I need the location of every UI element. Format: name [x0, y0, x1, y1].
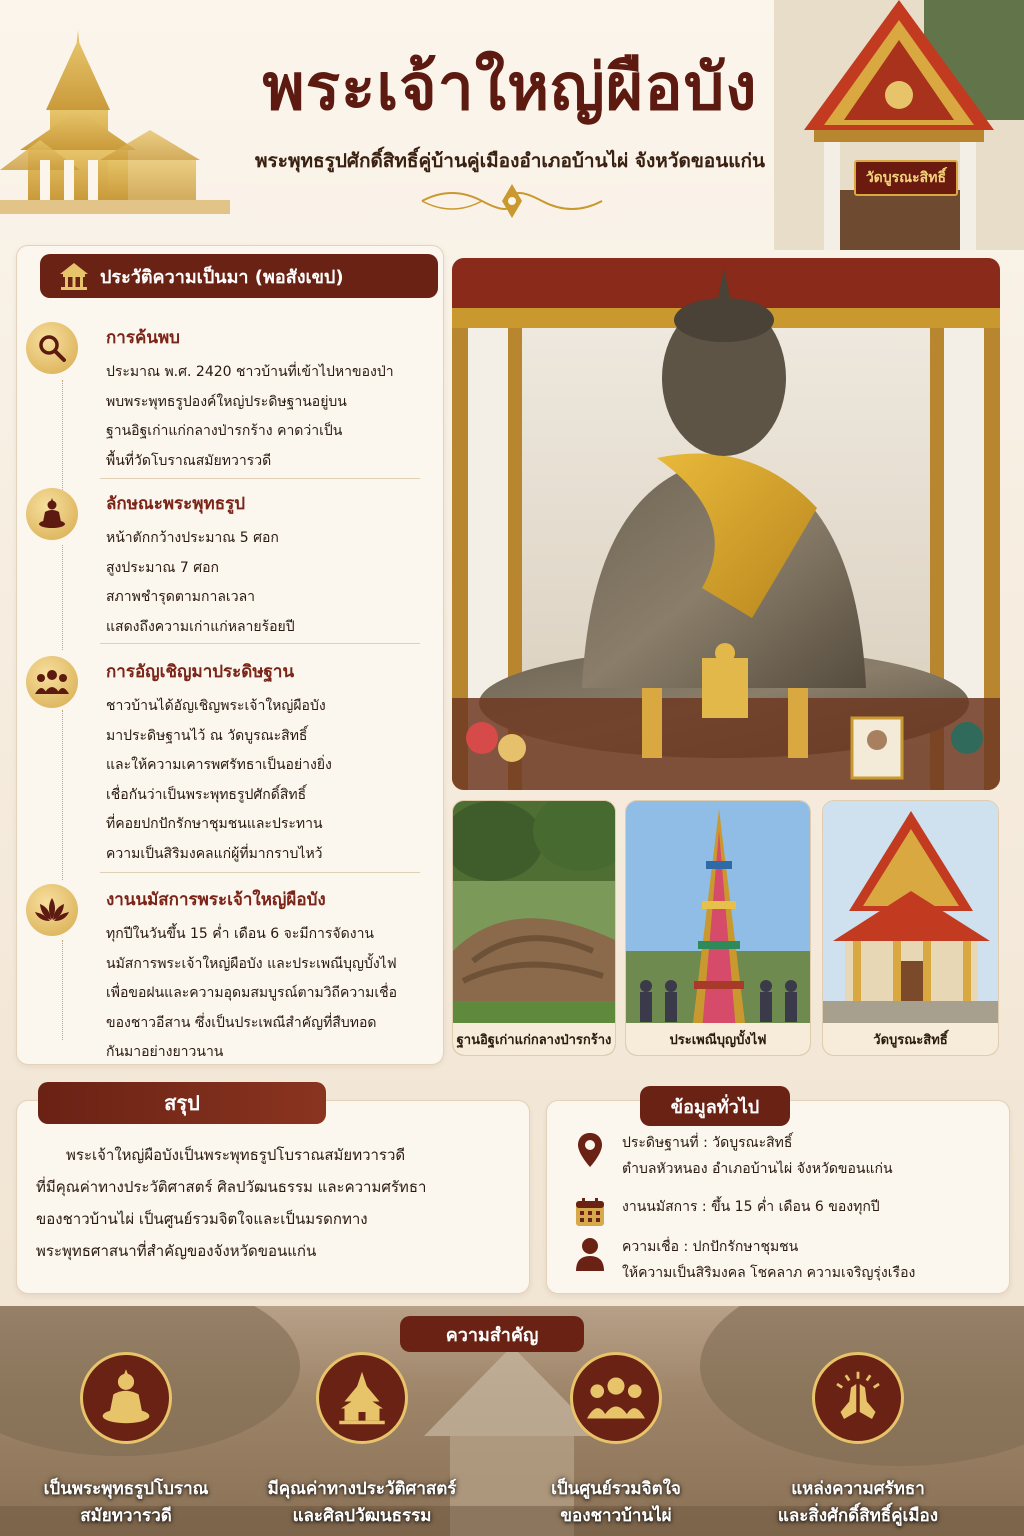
- section-line: เพื่อขอฝนและความอุดมสมบูรณ์ตามวิถีความเชื่อ: [106, 985, 398, 1001]
- history-section-discovery: [26, 322, 426, 472]
- section-line: สภาพชำรุดตามกาลเวลา: [106, 589, 256, 605]
- page-subtitle: พระพุทธรูปศักดิ์สิทธิ์คู่บ้านคู่เมืองอำเภอบ้านไผ่ จังหวัดขอนแก่น: [255, 150, 765, 172]
- temple-name-sign: วัดบูรณะสิทธิ์: [854, 160, 958, 196]
- section-line: ชาวบ้านได้อัญเชิญพระเจ้าใหญ่ผือบัง: [106, 698, 326, 714]
- buddha-statue-photo: [452, 258, 1000, 790]
- photo-temple-building: [822, 800, 999, 1056]
- section-title: งานนมัสการพระเจ้าใหญ่ผือบัง: [106, 890, 326, 910]
- divider: [100, 872, 420, 873]
- importance-label: และสิ่งศักดิ์สิทธิ์คู่เมือง: [777, 1506, 939, 1526]
- summary-line: พระพุทธศาสนาที่สำคัญของจังหวัดขอนแก่น: [36, 1242, 317, 1260]
- section-line: ทุกปีในวันขึ้น 15 ค่ำ เดือน 6 จะมีการจัดงาน: [106, 926, 374, 942]
- importance-label: มีคุณค่าทางประวัติศาสตร์: [267, 1479, 457, 1499]
- photo-caption: ประเพณีบุญบั้งไฟ: [626, 1023, 810, 1055]
- summary-line: พระเจ้าใหญ่ผือบังเป็นพระพุทธรูปโบราณสมัยทวารวดี: [66, 1146, 406, 1164]
- section-line: สูงประมาณ 7 ศอก: [106, 559, 219, 576]
- history-section-enshrinement: [26, 656, 426, 866]
- section-line: พบพระพุทธรูปองค์ใหญ่ประดิษฐานอยู่บน: [106, 393, 347, 410]
- importance-item-heritage: [242, 1352, 482, 1530]
- buddha-icon: [80, 1352, 172, 1444]
- importance-heading: ความสำคัญ: [400, 1316, 584, 1352]
- history-section-features: [26, 488, 426, 638]
- photo-brick-base: [452, 800, 616, 1056]
- section-title: การค้นพบ: [106, 328, 180, 348]
- section-title: การอัญเชิญมาประดิษฐาน: [106, 662, 295, 682]
- info-heading: ข้อมูลทั่วไป: [640, 1086, 790, 1126]
- section-line: พื้นที่วัดโบราณสมัยทวารวดี: [106, 452, 272, 469]
- page-title: พระเจ้าใหญ่ผือบัง: [262, 50, 758, 125]
- section-line: ของชาวอีสาน ซึ่งเป็นประเพณีสำคัญที่สืบทอด: [106, 1014, 377, 1031]
- summary-line: ที่มีคุณค่าทางประวัติศาสตร์ ศิลปวัฒนธรรม และความศรัทธา: [36, 1178, 427, 1196]
- info-line: งานนมัสการ : ขึ้น 15 ค่ำ เดือน 6 ของทุกปี: [622, 1199, 880, 1215]
- divider: [100, 643, 420, 644]
- importance-item-ancient-buddha: [6, 1352, 246, 1530]
- info-row-festival-date: [572, 1192, 1002, 1228]
- importance-label: สมัยทวารวดี: [80, 1506, 172, 1526]
- praying-hands-icon: [812, 1352, 904, 1444]
- lotus-icon: [26, 884, 78, 936]
- section-line: ฐานอิฐเก่าแก่กลางป่ารกร้าง คาดว่าเป็น: [106, 423, 343, 439]
- buddha-icon: [26, 488, 78, 540]
- people-icon: [570, 1352, 662, 1444]
- section-line: กันมาอย่างยาวนาน: [106, 1044, 224, 1060]
- info-line: ให้ความเป็นสิริมงคล โชคลาภ ความเจริญรุ่งเรือง: [622, 1265, 916, 1281]
- summary-heading: สรุป: [38, 1082, 326, 1124]
- importance-label: ของชาวบ้านไผ่: [560, 1506, 672, 1526]
- section-line: หน้าตักกว้างประมาณ 5 ศอก: [106, 530, 279, 546]
- importance-label: เป็นศูนย์รวมจิตใจ: [551, 1479, 681, 1499]
- summary-line: ของชาวบ้านไผ่ เป็นศูนย์รวมจิตใจและเป็นมรดกทาง: [36, 1210, 368, 1228]
- section-line: ที่คอยปกปักรักษาชุมชนและประทาน: [106, 816, 323, 832]
- temple-icon: [316, 1352, 408, 1444]
- info-row-belief: [572, 1234, 1002, 1288]
- photo-rocket-festival: [625, 800, 811, 1056]
- section-line: ประมาณ พ.ศ. 2420 ชาวบ้านที่เข้าไปหาของป่า: [106, 364, 394, 380]
- photo-caption: วัดบูรณะสิทธิ์: [823, 1023, 998, 1055]
- location-pin-icon: [572, 1130, 608, 1170]
- importance-label: แหล่งความศรัทธา: [791, 1479, 925, 1499]
- people-icon: [26, 656, 78, 708]
- history-heading-label: ประวัติความเป็นมา (พอสังเขป): [100, 266, 344, 288]
- importance-item-faith: [738, 1352, 978, 1530]
- section-line: และให้ความเคารพศรัทธาเป็นอย่างยิ่ง: [106, 757, 332, 773]
- gold-ornament-divider: [412, 180, 612, 222]
- section-title: ลักษณะพระพุทธรูป: [106, 494, 245, 514]
- section-line: นมัสการพระเจ้าใหญ่ผือบัง และประเพณีบุญบั้งไฟ: [106, 955, 397, 972]
- calendar-icon: [572, 1192, 608, 1232]
- section-line: แสดงถึงความเก่าแก่หลายร้อยปี: [106, 618, 295, 635]
- importance-item-community: [496, 1352, 736, 1530]
- info-line: ความเชื่อ : ปกปักรักษาชุมชน: [622, 1239, 799, 1255]
- importance-label: และศิลปวัฒนธรรม: [292, 1506, 432, 1526]
- divider: [100, 478, 420, 479]
- photo-caption: ฐานอิฐเก่าแก่กลางป่ารกร้าง: [453, 1023, 615, 1055]
- importance-label: เป็นพระพุทธรูปโบราณ: [43, 1479, 209, 1499]
- history-heading: [40, 254, 438, 298]
- info-line: ประดิษฐานที่ : วัดบูรณะสิทธิ์: [622, 1135, 793, 1151]
- section-line: เชื่อกันว่าเป็นพระพุทธรูปศักดิ์สิทธิ์: [106, 786, 307, 803]
- info-row-location: [572, 1130, 1002, 1184]
- section-line: มาประดิษฐานไว้ ณ วัดบูรณะสิทธิ์: [106, 727, 308, 744]
- history-section-festival: [26, 884, 426, 1064]
- person-icon: [572, 1234, 608, 1274]
- temple-icon: [58, 262, 90, 290]
- info-line: ตำบลหัวหนอง อำเภอบ้านไผ่ จังหวัดขอนแก่น: [622, 1161, 893, 1177]
- magnifier-icon: [26, 322, 78, 374]
- section-line: ความเป็นสิริมงคลแก่ผู้ที่มากราบไหว้: [106, 845, 323, 862]
- summary-text: [36, 1139, 516, 1267]
